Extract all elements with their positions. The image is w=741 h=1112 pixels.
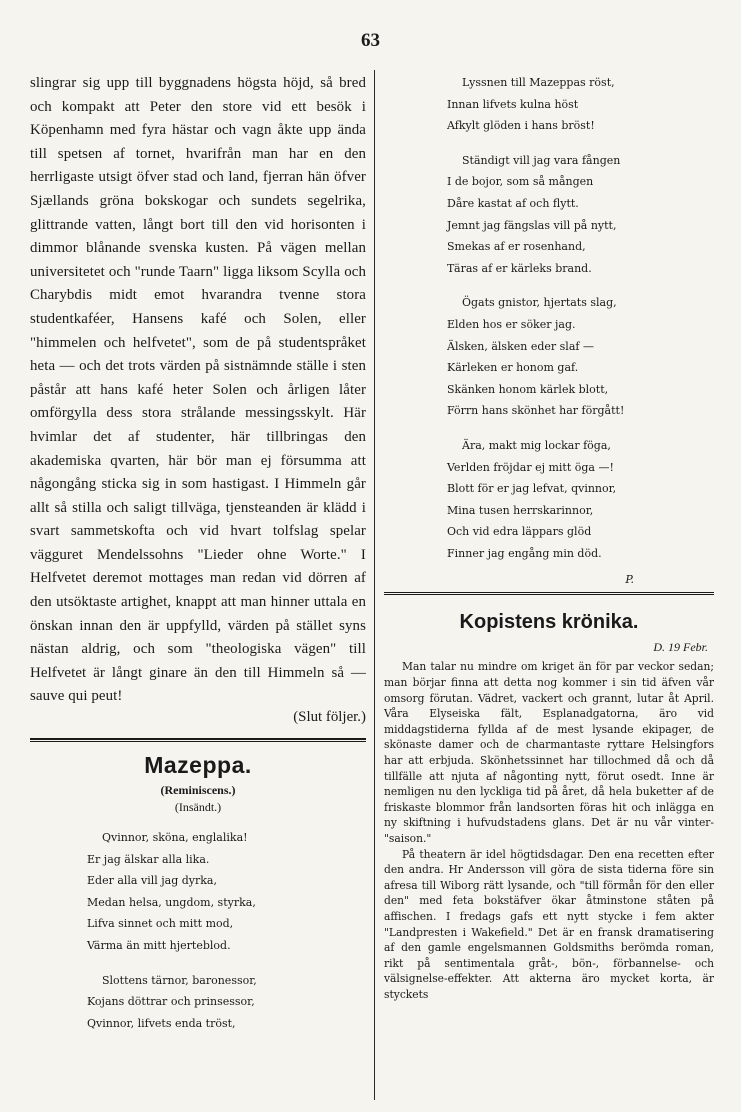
poem-line: Värma än mitt hjerteblod. [87,939,231,952]
continuation-note: (Slut följer.) [293,709,366,726]
prose-paragraph: slingrar sig upp till byggnadens högsta höjd, så bred och kompakt att Peter den store vid ett besök i Köpenhamn med fyra hästar och vagn åkte upp ända till spetsen af tornet, hvarifrån man har en den herrligaste utsigt öfver stad och land, fjerran hän öfver Sjællands gröna bokskogar och sundets segelrika, glittrande vatten, långt bort till den vid horisonten i dimmor blånande svenska kusten. På vägen mellan universitetet och "runde Taarn" ligga liksom Scylla och Charybdis midt emot hvarandra tvenne stora studentkaféer, Hansens kafé och Solen, eller "himmelen och helfvetet", som de på studentspråket heta — och det trots värden på sistnämnde ställe i sten påstår att hans kafé heter Solen och årligen låter omförgylla dess stora strålande messingsskylt. Här hvimlar det af studenter, här tillbringas den akademiska qvarten, här bör man ej försumma att någongång sticka sig in som hastigast. I Himmeln går allt så stilla och saligt tillväga, tjensteanden är klädd i svart sammetskofta och vid hvart tolfslag spelar vägguret Mendelssohns "Lieder ohne Worte." I Helfvetet deremot mottages man redan vid dörren af den utsöktaste artighet, knappt att man hinner uttala en önskan innan den är uppfylld, värden på stället syns nästan aldrig, och som "theologiska vägen" till Helfvetet är långt ginare än den till Himmeln så — sauve qui peut! [30,75,366,705]
poem-title: Mazeppa. [144,752,252,779]
poem-stanza [87,970,366,1035]
poem-line: Blott för er jag lefvat, qvinnor, [447,482,617,496]
poem-note: (Insändt.) [174,800,222,815]
poem-line: Förrn hans skönhet har förgått! [447,404,625,418]
poem-stanza [447,150,714,280]
poem-line: Ständigt vill jag vara fången [462,153,621,167]
poem-line: Kojans döttrar och prinsessor, [87,995,255,1009]
poem-line: Elden hos er söker jag. [447,317,576,331]
poem-line: Jemnt jag fängslas vill på nytt, [447,218,617,232]
poem-line: Älsken, älsken eder slaf — [447,339,594,353]
poem-line: Verlden fröjdar ej mitt öga —! [447,460,614,474]
poem-line: Mina tusen herrskarinnor, [447,503,594,517]
page-number: 63 [361,30,380,51]
poem-stanza [447,435,714,565]
poem-line: Qvinnor, lifvets enda tröst, [87,1016,236,1030]
poem-line: Slottens tärnor, baronessor, [102,973,257,987]
left-column [30,72,366,1047]
chronicle-title: Kopistens krönika. [459,611,639,634]
poem-right [384,72,714,564]
travel-prose [30,72,366,709]
chronicle-paragraph: Man talar nu mindre om kriget än för par veckor sedan; man börjar finna att detta nog kommer i sin tid äfven vår omsorg förutan. Vädret, vackert och grannt, lutar åt April. Våra Elyseiska fält, Esplanadgatorna, äro vid middagstiderna fyllda af de mest lysande ekipager, de skönaste damer och de charmantaste ryttare Helsingfors har att erbjuda. Skönhetssinnet har tillochmed då och då tillfälle att njuta af någonting nytt, förut osedt. Inne är nemligen nu den lyckliga tid på året, då hela buketter af de friskaste blommor från landsorten föras hit och inlägga en ny skiftning i hufvudstadens glans. Det är nu vår vinter-"saison." [384,660,714,845]
section-rule [30,738,366,742]
poem-stanza [447,292,714,422]
poem-line: Täras af er kärleks brand. [447,261,592,275]
poem-line: Innan lifvets kulna höst [447,97,579,111]
right-column [384,72,714,1003]
poem-line: Eder alla vill jag dyrka, [87,874,217,888]
poem-line: Qvinnor, sköna, englalika! [102,831,248,845]
poem-line: Medan helsa, ungdom, styrka, [87,895,256,909]
poem-line: Smekas af er rosenhand, [447,240,586,254]
poem-line: I de bojor, som så mången [447,175,594,189]
chronicle-paragraph: På theatern är idel högtidsdagar. Den ena recetten efter den andra. Hr Andersson vill göra de sista tiderna före sin afresa till Wiborg rätt lysande, och "till förmån för den eller den" med feta bokstäfver ökar åtminstone ståten på affischen. I fredags gafs ett nytt stycke i fem akter "Landpresten i Wakefield." Det är en fransk dramatisering af den gamle engelsmannen Goldsmiths berömda roman, rikt på sentimentala gråt-, bön-, förbannelse- och välsignelse-effekter. Att akterna äro mycket korta, är styckets [384,847,714,1001]
poem-line: Skänken honom kärlek blott, [447,382,609,396]
poem-line: Er jag älskar alla lika. [87,852,210,866]
poem-line: Dåre kastat af och flytt. [447,196,579,210]
poem-line: Finner jag engång min död. [447,546,602,560]
poem-line: Lyssnen till Mazeppas röst, [462,76,615,89]
poem-line: Afkylt glöden i hans bröst! [447,119,595,133]
poem-stanza [87,827,366,957]
poem-line: Ögats gnistor, hjertats slag, [462,296,617,310]
poem-subtitle: (Reminiscens.) [160,783,236,798]
column-divider [374,70,375,1100]
chronicle-date: D. 19 Febr. [653,640,708,655]
poem-signature: P. [625,573,634,587]
section-rule [384,592,714,595]
poem-line: Kärleken er honom gaf. [447,361,579,375]
poem-left [30,827,366,1034]
chronicle-body [384,659,714,1002]
poem-line: Och vid edra läppars glöd [447,525,592,539]
poem-line: Lifva sinnet och mitt mod, [87,917,234,931]
poem-stanza [447,72,714,137]
poem-line: Ära, makt mig lockar föga, [462,438,611,452]
